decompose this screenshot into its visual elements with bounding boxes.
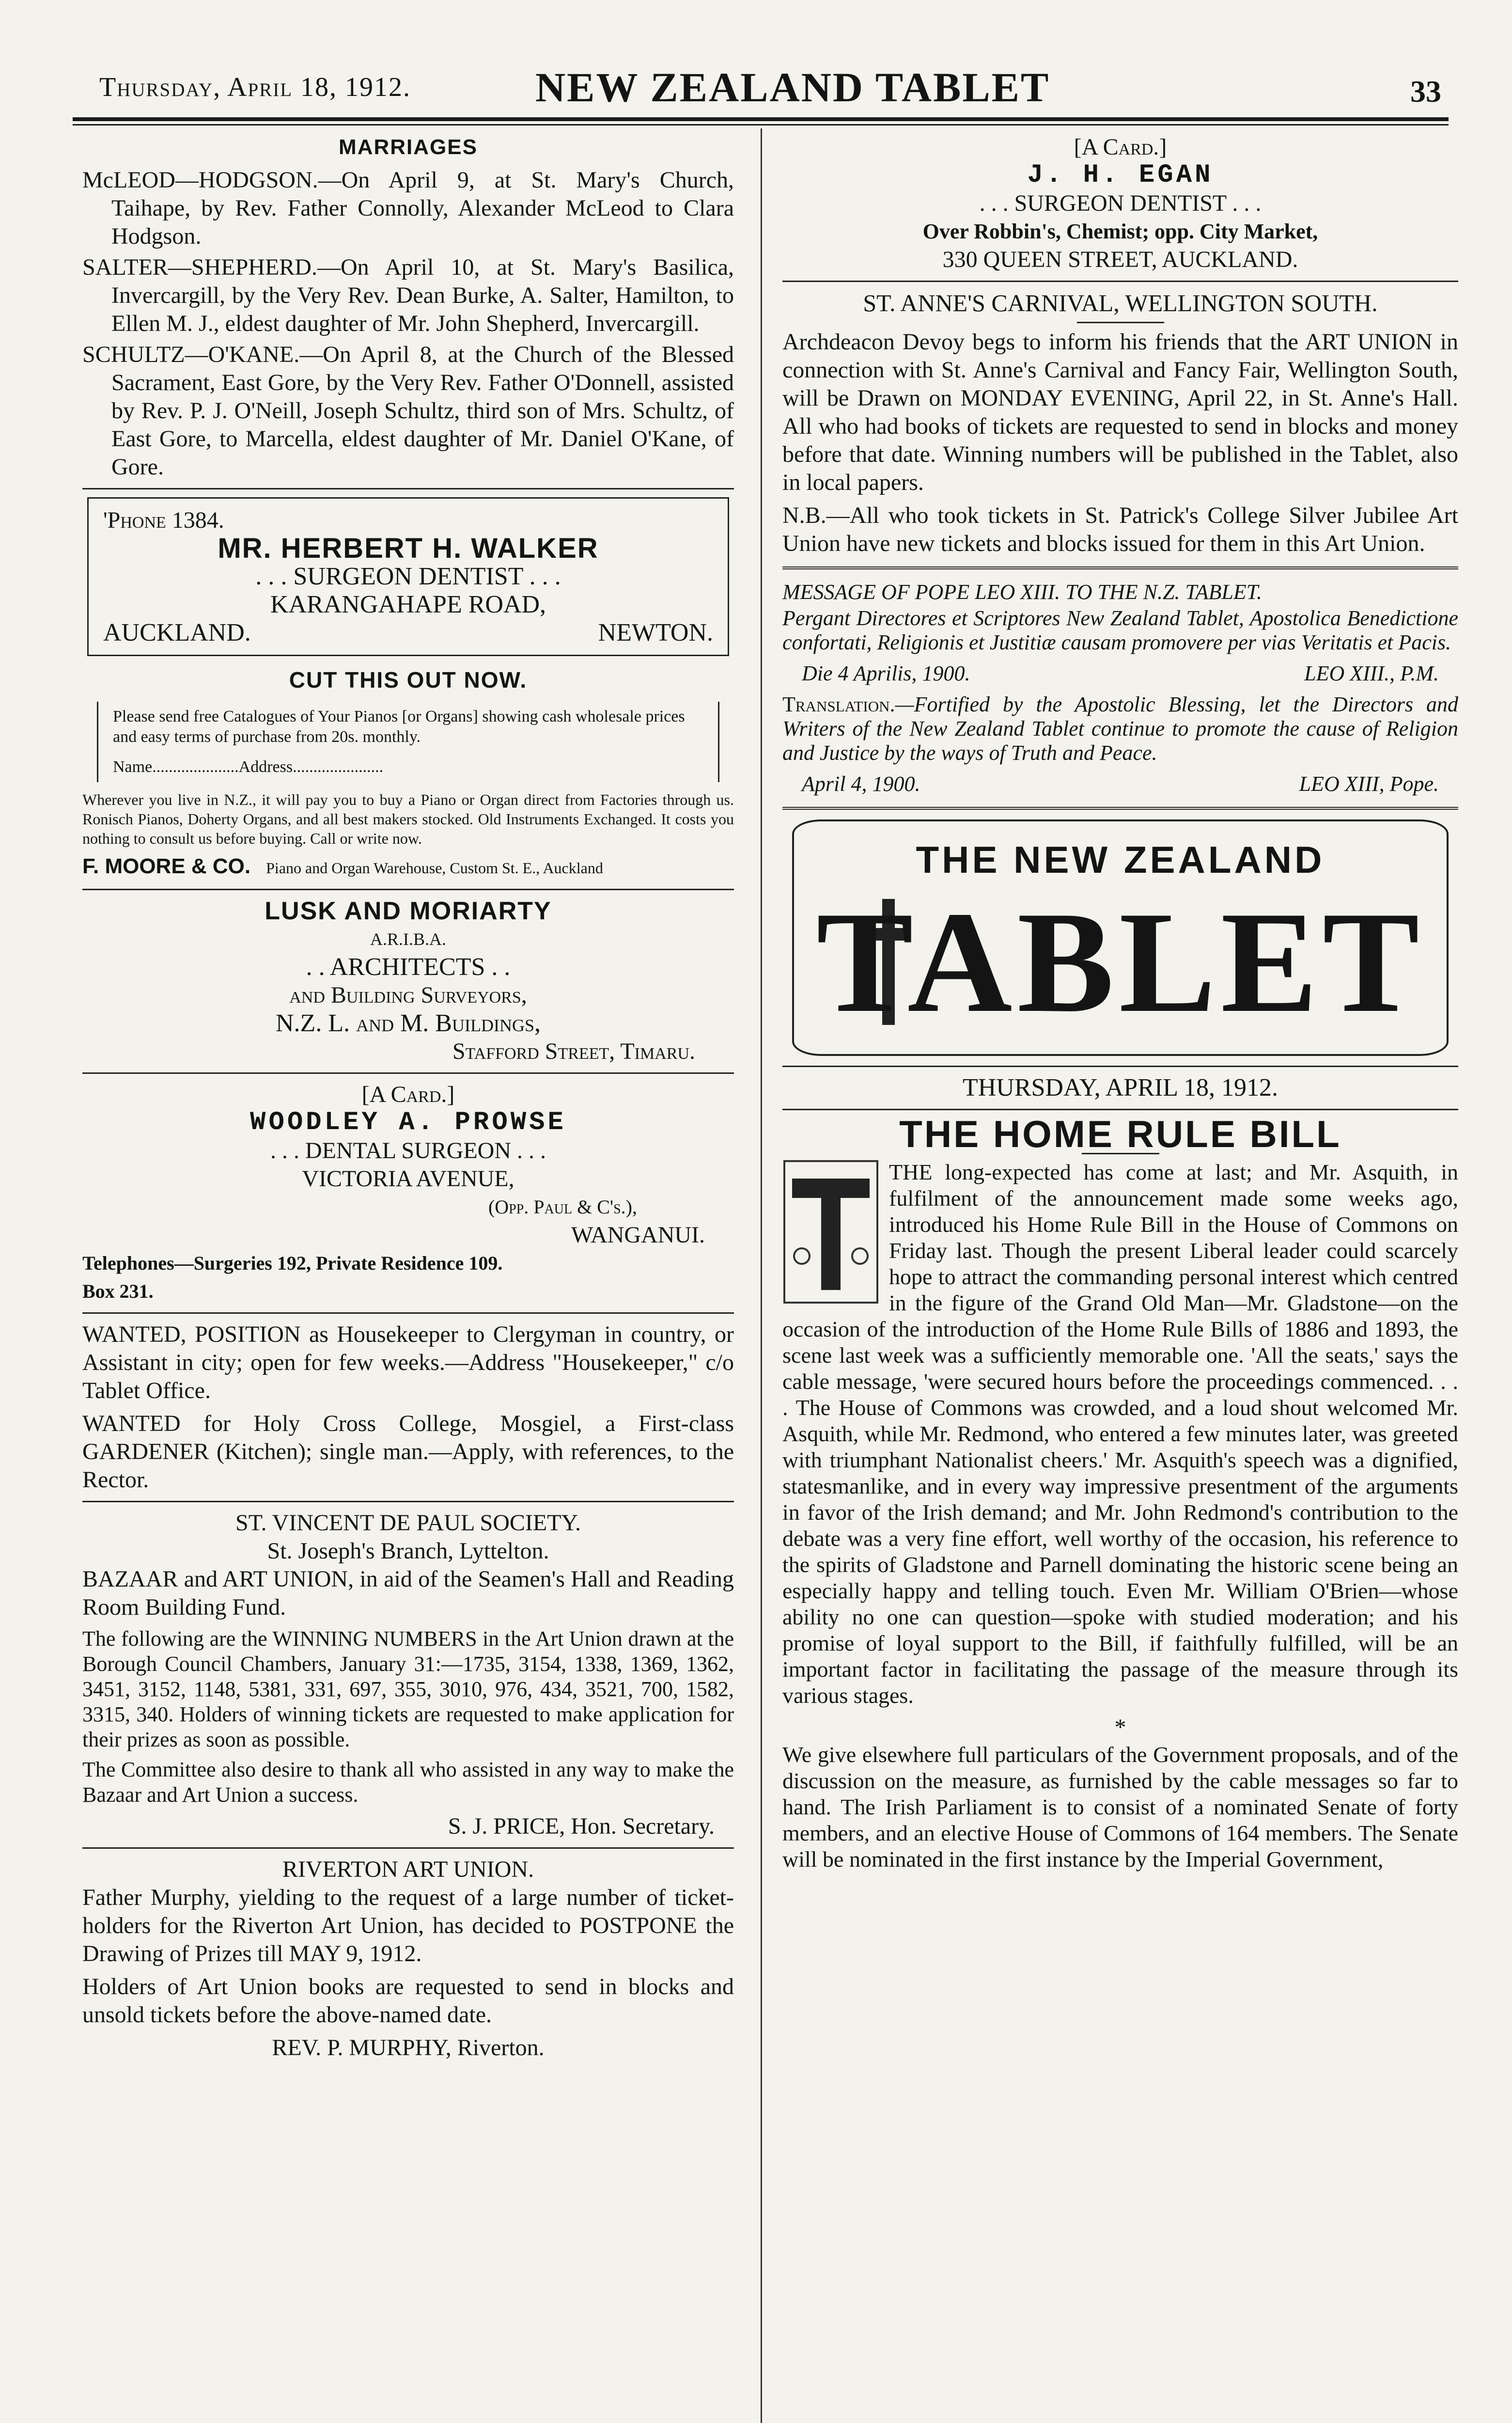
right-column xyxy=(782,133,1458,1877)
message-signature: LEO XIII, Pope. xyxy=(1299,772,1439,796)
translation-label: Translation. xyxy=(782,692,895,716)
woodley-town: WANGANUI. xyxy=(571,1222,705,1248)
divider xyxy=(782,1066,1458,1067)
message-date: April 4, 1900. xyxy=(802,772,920,796)
header-date: Thursday, April 18, 1912. xyxy=(99,72,411,102)
page-header xyxy=(94,63,1446,126)
vincent-bazaar: BAZAAR and ART UNION, in aid of the Seamen's Hall and Reading Room Building Fund. xyxy=(82,1566,734,1620)
left-column xyxy=(82,133,734,2062)
walker-road: KARANGAHAPE ROAD, xyxy=(270,591,546,618)
lusk-name: LUSK AND MORIARTY xyxy=(265,897,552,925)
divider xyxy=(782,1109,1458,1110)
message-translation-block xyxy=(782,692,1458,765)
riverton-p1: Father Murphy, yielding to the request of a large number of ticket-holders for the Riverton Art Union, has decided to POSTPONE the Drawing of Prizes till MAY 9, 1912. xyxy=(82,1885,734,1967)
vincent-title: ST. VINCENT DE PAUL SOCIETY. xyxy=(235,1510,581,1536)
article-p2: We give elsewhere full particulars of the Government proposals, and of the discussion on the measure, as furnished by the cable messages so far to hand. The Irish Parliament is to consist of a nominated Senate of forty members, and an elective House of Commons of 164 members. The Senate will be nominated in the first instance by the Imperial Government, xyxy=(782,1742,1458,1872)
vincent-thanks: The Committee also desire to thank all who assisted in any way to make the Bazaar and Art Union a success. xyxy=(82,1758,734,1807)
article-p1: THE long-expected has come at last; and Mr. Asquith, in fulfilment of the announcement made some weeks ago, introduced his Home Rule Bill in the House of Commons on Friday last. Though the present Liberal leader could scarcely hope to attract the commanding personal interest which centred in the figure of the Grand Old Man—Mr. Gladstone—on the occasion of the introduction of the Home Rule Bills of 1886 and 1893, the scene last week was a sufficiently memorable one. 'All the seats,' says the cable message, 'were secured hours before the proceedings commenced. . . . The House of Commons was crowded, and a loud shout welcomed Mr. Asquith, while Mr. Redmond, who entered a few minutes later, was greeted with triumphant Nationalist cheers.' Mr. Asquith's speech was a dignified, statesmanlike, and in every way impressive presentment of the arguments in favor of the Irish demand; and Mr. John Redmond's contribution to the debate was a very fine effort, well worthy of the occasion, his reference to the spirits of Gladstone and Parnell dominating the historic scene being an especially happy and telling touch. Even Mr. William O'Brien—whose ability no one can question—spoke with studied moderation; and his promise of loyal support to the Bill, if faithfully fulfilled, will be an important factor in facilitating the passage of the measure through its various stages. xyxy=(782,1160,1458,1708)
walker-name: MR. HERBERT H. WALKER xyxy=(218,533,599,564)
egan-name: J. H. EGAN xyxy=(1027,160,1214,190)
message-title: MESSAGE OF POPE LEO XIII. TO THE N.Z. TABLET. xyxy=(782,580,1262,604)
walker-suburb: NEWTON. xyxy=(598,619,713,646)
masthead-small: THE NEW ZEALAND xyxy=(916,838,1325,881)
walker-advert xyxy=(87,497,729,656)
egan-role: . . . SURGEON DENTIST . . . xyxy=(979,190,1262,216)
divider xyxy=(82,1501,734,1502)
woodley-name: WOODLEY A. PROWSE xyxy=(250,1108,566,1137)
marriage-entry: McLEOD—HODGSON.—On April 9, at St. Mary's Church, Taihape, by Rev. Father Connolly, Alexander McLeod to Clara Hodgson. xyxy=(82,167,734,249)
walker-city: AUCKLAND. xyxy=(103,619,251,646)
dropcap-ornament-icon xyxy=(782,1159,879,1305)
divider xyxy=(782,566,1458,569)
coupon-name-line: Name.....................Address...................... xyxy=(113,758,384,776)
divider xyxy=(782,281,1458,282)
carnival-p2: N.B.—All who took tickets in St. Patrick's College Silver Jubilee Art Union have new tickets and blocks issued for them in this Art Union. xyxy=(782,503,1458,556)
egan-address-2: 330 QUEEN STREET, AUCKLAND. xyxy=(942,247,1298,272)
article-star: * xyxy=(1114,1715,1126,1740)
moore-fine-print: Wherever you live in N.Z., it will pay you to buy a Piano or Organ direct from Factories through us. Ronisch Pianos, Doherty Organs, and all best makers stocked. Old Instruments Exchanged. It costs you nothing to consult us before buying. Call or write now. xyxy=(82,791,734,847)
divider xyxy=(82,889,734,890)
marriage-entry: SALTER—SHEPHERD.—On April 10, at St. Mary's Basilica, Invercargill, by the Very Rev. Dean Burke, A. Salter, Hamilton, to Ellen M. J., eldest daughter of Mr. John Shepherd, Invercargill. xyxy=(82,254,734,336)
article-title: THE HOME RULE BILL xyxy=(899,1113,1341,1155)
wanted-ad: WANTED, POSITION as Housekeeper to Clergyman in country, or Assistant in city; open for few weeks.—Address "Housekeeper," c/o Tablet Office. xyxy=(82,1322,734,1403)
short-rule xyxy=(1077,322,1164,323)
column-divider xyxy=(761,128,762,2423)
vincent-signature: S. J. PRICE, Hon. Secretary. xyxy=(448,1813,715,1839)
wanted-ad: WANTED for Holy Cross College, Mosgiel, a First-class GARDENER (Kitchen); single man.—Apply, with references, to the Rector. xyxy=(82,1411,734,1493)
carnival-title: ST. ANNE'S CARNIVAL, WELLINGTON SOUTH. xyxy=(863,289,1378,316)
marriages-heading: MARRIAGES xyxy=(339,135,478,159)
lusk-quals: A.R.I.B.A. xyxy=(370,929,446,949)
marriage-entry: SCHULTZ—O'KANE.—On April 8, at the Church of the Blessed Sacrament, East Gore, by the Very Rev. Father O'Donnell, assisted by Rev. P. J. O'Neill, Joseph Schultz, third son of Mrs. Schultz, of East Gore, to Marcella, eldest daughter of Mr. Daniel O'Kane, of Gore. xyxy=(82,342,734,480)
egan-address-1: Over Robbin's, Chemist; opp. City Market, xyxy=(922,220,1318,243)
coupon-text: Please send free Catalogues of Your Pianos [or Organs] showing cash wholesale prices and easy terms of purchase from 20s. monthly. xyxy=(113,708,685,746)
header-rule-thin xyxy=(73,124,1449,126)
moore-address: Piano and Organ Warehouse, Custom St. E., Auckland xyxy=(266,859,603,877)
vincent-numbers: The following are the WINNING NUMBERS in the Art Union drawn at the Borough Council Chambers, January 31:—1735, 3154, 1338, 1369, 1362, 3451, 3152, 1148, 5381, 331, 697, 355, 3010, 976, 434, 3521, 700, 1582, 3315, 340. Holders of winning tickets are requested to make application for their prizes as soon as possible. xyxy=(82,1627,734,1751)
masthead-big: TABLET xyxy=(816,881,1424,1042)
riverton-p2: Holders of Art Union books are requested to send in blocks and unsold tickets before the above-named date. xyxy=(82,1974,734,2028)
divider xyxy=(82,488,734,489)
lusk-street: Stafford Street, Timaru. xyxy=(452,1038,695,1064)
coupon xyxy=(97,702,719,782)
message-latin-signature: LEO XIII., P.M. xyxy=(1304,661,1439,685)
cut-out-label: CUT THIS OUT NOW. xyxy=(289,667,528,692)
cut-out-heading xyxy=(82,666,734,694)
walker-role: . . . SURGEON DENTIST . . . xyxy=(255,563,561,590)
woodley-phones: Telephones—Surgeries 192, Private Residence 109. xyxy=(82,1252,503,1274)
lusk-role2: and Building Surveyors, xyxy=(289,982,527,1008)
newspaper-title: NEW ZEALAND TABLET xyxy=(535,64,1050,110)
lusk-building: N.Z. L. and M. Buildings, xyxy=(276,1009,541,1037)
header-rule xyxy=(73,117,1449,121)
page-number: 33 xyxy=(1410,74,1441,109)
carnival-p1: Archdeacon Devoy begs to inform his friends that the ART UNION in connection with St. Anne's Carnival and Fancy Fair, Wellington South, will be Drawn on MONDAY EVENING, April 22, in St. Anne's Hall. All who had books of tickets are requested to send in blocks and money before that date. Winning numbers will be published in the Tablet, also in local papers. xyxy=(782,329,1458,495)
message-latin-date: Die 4 Aprilis, 1900. xyxy=(802,661,970,685)
message-latin: Pergant Directores et Scriptores New Zealand Tablet, Apostolica Benedictione confortati, Religionis et Justitiæ causam promovere per vias Veritatis et Pacis. xyxy=(782,606,1458,654)
woodley-opp: (Opp. Paul & C's.), xyxy=(488,1196,637,1218)
divider xyxy=(82,1072,734,1074)
lusk-role: . . ARCHITECTS . . xyxy=(306,953,511,981)
woodley-box: Box 231. xyxy=(82,1280,154,1302)
woodley-card: [A Card.] xyxy=(361,1082,455,1107)
riverton-signature: REV. P. MURPHY, Riverton. xyxy=(272,2035,545,2061)
riverton-title: RIVERTON ART UNION. xyxy=(282,1857,534,1882)
walker-phone: 'Phone 1384. xyxy=(103,507,224,533)
masthead xyxy=(792,819,1449,1056)
issue-date: THURSDAY, APRIL 18, 1912. xyxy=(962,1074,1278,1101)
egan-card: [A Card.] xyxy=(1074,134,1167,160)
moore-firm: F. MOORE & CO. xyxy=(82,854,251,878)
divider xyxy=(82,1847,734,1849)
divider xyxy=(82,1312,734,1314)
woodley-role: . . . DENTAL SURGEON . . . xyxy=(270,1138,546,1164)
divider xyxy=(782,807,1458,810)
vincent-branch: St. Joseph's Branch, Lyttelton. xyxy=(267,1538,549,1564)
message-translation: —Fortified by the Apostolic Blessing, let the Directors and Writers of the New Zealand Tablet continue to promote the cause of Religion and Justice by the ways of Truth and Peace. xyxy=(782,692,1458,765)
woodley-street: VICTORIA AVENUE, xyxy=(302,1166,514,1192)
